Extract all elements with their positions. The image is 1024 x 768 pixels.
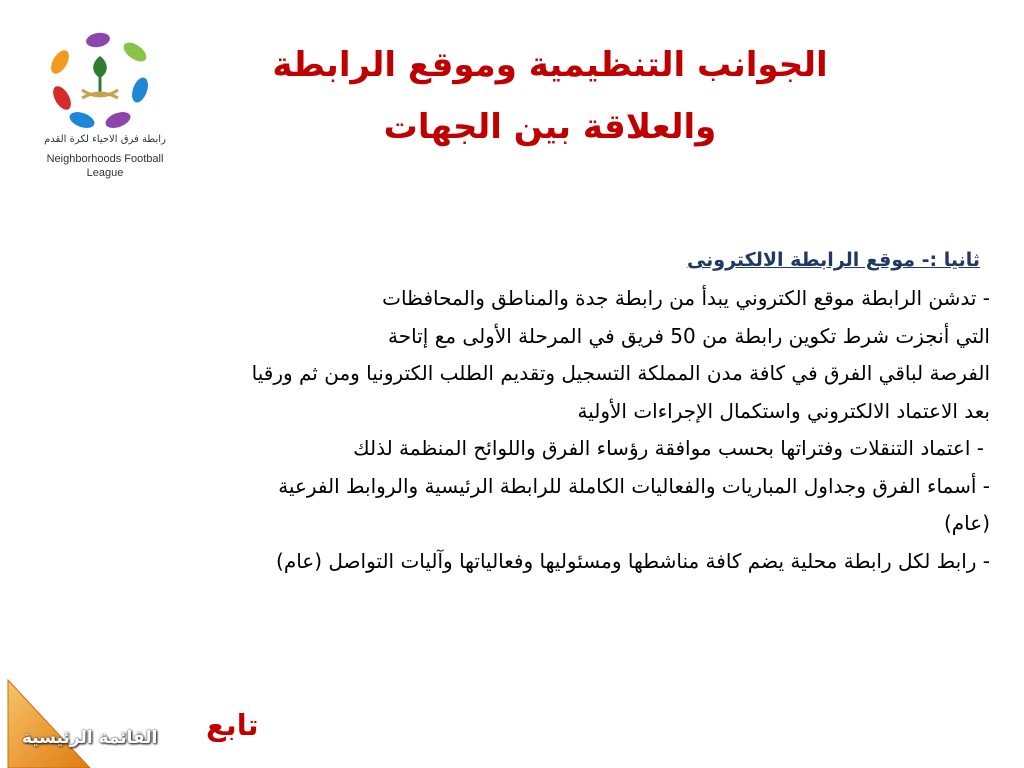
logo-arabic-text: رابطة فرق الاحياء لكرة القدم (44, 134, 166, 145)
content-line-7: (عام) (943, 511, 990, 535)
title-line-2: والعلاقة بين الجهات (383, 107, 717, 147)
content-line-6: - أسماء الفرق وجداول المباريات والفعاليات الكاملة للرابطة الرئيسية والروابط الفرعية (278, 473, 990, 498)
logo-english-line2: League (86, 167, 124, 179)
section-subheading: ثانيا :- موقع الرابطة الالكترونى (686, 249, 980, 271)
logo-english-line1: Neighborhoods Football (46, 153, 164, 165)
content-line-8: - رابط لكل رابطة محلية يضم كافة مناشطها ومسئوليها وفعالياتها وآليات التواصل (عام) (276, 548, 990, 573)
logo-english-text (30, 152, 180, 180)
content-line-3: الفرصة لباقي الفرق في كافة مدن المملكة التسجيل وتقديم الطلب الكترونيا ومن ثم ورقيا (251, 361, 990, 385)
content-line-2: التي أنجزت شرط تكوين رابطة من 50 فريق في المرحلة الأولى مع إتاحة (388, 323, 990, 348)
slide-title (260, 34, 840, 158)
content-line-5: - اعتماد التنقلات وفتراتها بحسب موافقة رؤساء الفرق واللوائح المنظمة لذلك (353, 436, 984, 460)
league-emblem-icon (42, 28, 168, 132)
home-menu-button[interactable] (0, 676, 170, 768)
slide-content (38, 240, 990, 580)
home-triangle-icon (0, 676, 170, 768)
league-logo (30, 28, 180, 188)
content-line-4: بعد الاعتماد الالكتروني واستكمال الإجراءات الأولية (577, 398, 990, 423)
title-line-1: الجوانب التنظيمية وموقع الرابطة (272, 45, 828, 85)
content-line-1: - تدشن الرابطة موقع الكتروني يبدأ من رابطة جدة والمناطق والمحافظات (382, 286, 990, 310)
next-link[interactable]: تابع (206, 708, 259, 742)
home-menu-label: القائمة الرئيسية (22, 728, 158, 748)
